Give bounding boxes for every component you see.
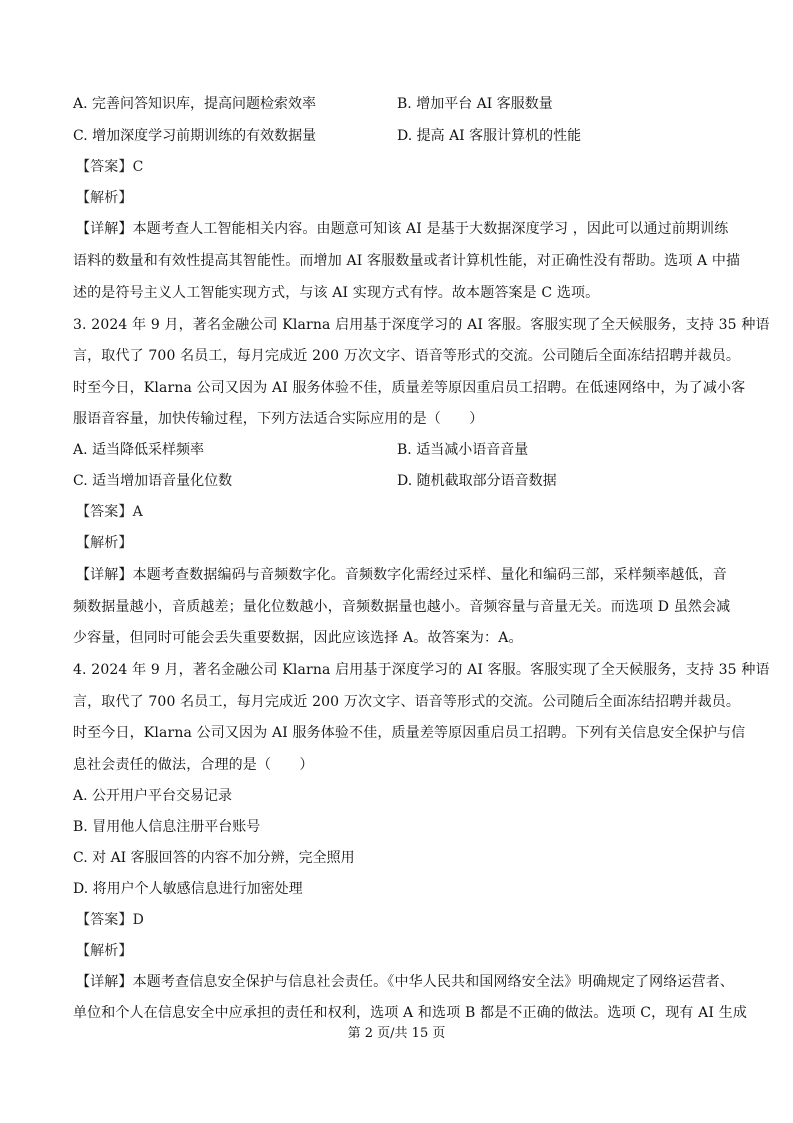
q3-stem-line: 言，取代了 700 名员工，每月完成近 200 万次文字、语音等形式的交流。公司随后全面冻结招聘并裁员。 xyxy=(73,348,741,364)
q3-option-a: A. 适当降低采样频率 xyxy=(73,442,205,458)
q2-option-c: C. 增加深度学习前期训练的有效数据量 xyxy=(73,128,317,144)
q4-option-d: D. 将用户个人敏感信息进行加密处理 xyxy=(73,881,303,897)
q2-detail-line: 述的是符号主义人工智能实现方式，与该 AI 实现方式有悖。故本题答案是 C 选项。 xyxy=(73,285,600,301)
q4-option-b: B. 冒用他人信息注册平台账号 xyxy=(73,819,261,835)
q2-detail-line: 【详解】本题考查人工智能相关内容。由题意可知该 AI 是基于大数据深度学习 ，因此可以通过前期训练 xyxy=(76,221,729,237)
q4-option-a: A. 公开用户平台交易记录 xyxy=(73,788,233,804)
q4-answer: 【答案】D xyxy=(76,912,144,928)
q3-detail-line: 【详解】本题考查数据编码与音频数字化。音频数字化需经过采样、量化和编码三部，采样频率越低，音 xyxy=(76,567,727,583)
q2-analysis-label: 【解析】 xyxy=(76,190,133,206)
q3-option-d: D. 随机截取部分语音数据 xyxy=(397,473,557,489)
q4-detail-line: 单位和个人在信息安全中应承担的责任和权利，选项 A 和选项 B 都是不正确的做法。选项 C，现有 AI 生成 xyxy=(73,1005,747,1021)
page-footer: 第 2 页/共 15 页 xyxy=(347,1026,446,1041)
q3-detail-line: 少容量，但同时可能会丢失重要数据，因此应该选择 A。故答案为：A。 xyxy=(73,630,523,646)
q4-option-c: C. 对 AI 客服回答的内容不加分辨，完全照用 xyxy=(73,850,355,866)
q2-detail-line: 语料的数量和有效性提高其智能性。而增加 AI 客服数量或者计算机性能，对正确性没有帮助。选项 A 中描 xyxy=(73,253,741,269)
q3-detail-line: 频数据量越小，音质越差；量化位数越小，音频数据量也越小。音频容量与音量无关。而选项 D 虽然会减 xyxy=(73,599,731,615)
q2-option-a: A. 完善问答知识库，提高问题检索效率 xyxy=(73,96,317,112)
q3-option-c: C. 适当增加语音量化位数 xyxy=(73,473,233,489)
q2-answer: 【答案】C xyxy=(76,159,144,175)
q2-option-d: D. 提高 AI 客服计算机的性能 xyxy=(397,128,582,144)
q3-analysis-label: 【解析】 xyxy=(76,535,133,551)
q4-stem-line: 时至今日，Klarna 公司又因为 AI 服务体验不佳，质量差等原因重启员工招聘。下列有关信息安全保护与信 xyxy=(73,725,746,741)
q2-option-b: B. 增加平台 AI 客服数量 xyxy=(397,96,553,112)
q3-stem-line: 3. 2024 年 9 月，著名金融公司 Klarna 启用基于深度学习的 AI 客服。客服实现了全天候服务，支持 35 种语 xyxy=(73,317,770,333)
q4-stem-line: 息社会责任的做法，合理的是（ ） xyxy=(73,757,314,773)
q4-stem-line: 4. 2024 年 9 月，著名金融公司 Klarna 启用基于深度学习的 AI 客服。客服实现了全天候服务，支持 35 种语 xyxy=(73,662,770,678)
q4-stem-line: 言，取代了 700 名员工，每月完成近 200 万次文字、语音等形式的交流。公司随后全面冻结招聘并裁员。 xyxy=(73,694,741,710)
q4-analysis-label: 【解析】 xyxy=(76,943,133,959)
q3-option-b: B. 适当减小语音音量 xyxy=(397,442,529,458)
q3-stem-line: 服语音容量，加快传输过程，下列方法适合实际应用的是（ ） xyxy=(73,411,484,427)
q3-stem-line: 时至今日，Klarna 公司又因为 AI 服务体验不佳，质量差等原因重启员工招聘。在低速网络中，为了减小客 xyxy=(73,380,746,396)
q3-answer: 【答案】A xyxy=(76,504,143,520)
q4-detail-line: 【详解】本题考查信息安全保护与信息社会责任。《中华人民共和国网络安全法》明确规定了网络运营者、 xyxy=(76,974,735,990)
